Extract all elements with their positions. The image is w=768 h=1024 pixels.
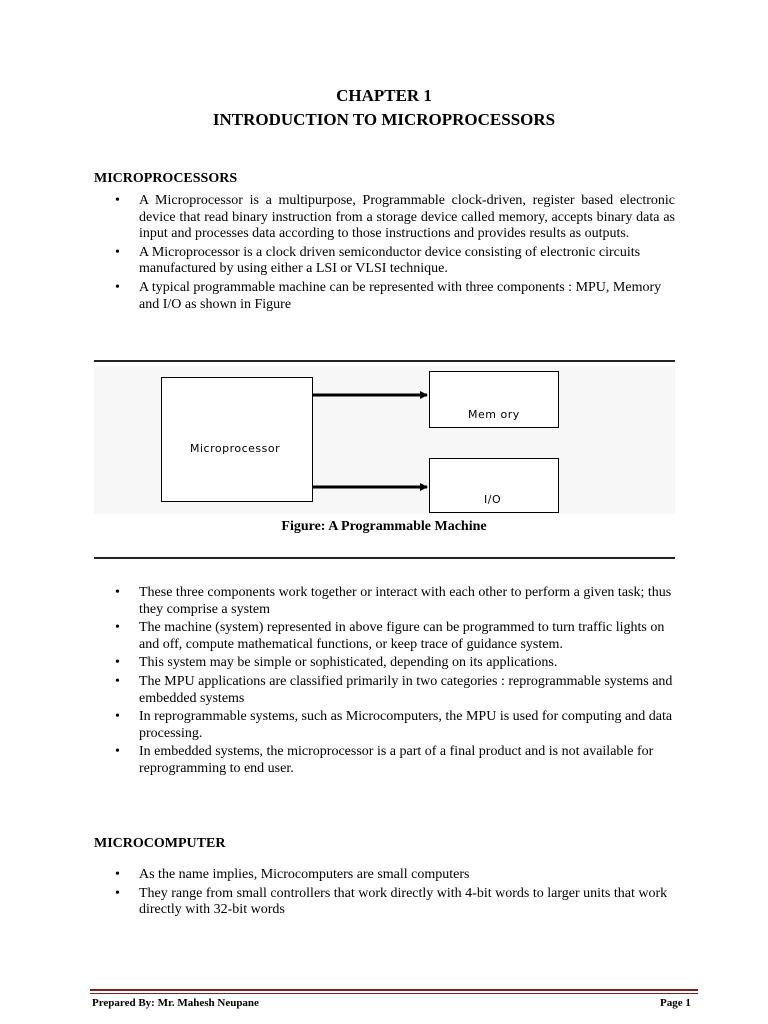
- figure-caption: Figure: A Programmable Machine: [281, 519, 487, 534]
- microprocessor-label: Microprocessor: [190, 442, 281, 455]
- list-item: • A Microprocessor is a clock driven semiconductor device consisting of electronic circuits manufactured by using either a LSI or VLSI technique.: [94, 245, 675, 278]
- list-item: • A typical programmable machine can be represented with three components : MPU, Memory and I/O as shown in Figure: [94, 280, 675, 313]
- list-item: • In reprogrammable systems, such as Microcomputers, the MPU is used for computing and data processing.: [94, 709, 675, 742]
- memory-label: Mem ory: [468, 408, 520, 421]
- list-item: • A Microprocessor is a multipurpose, Programmable clock-driven, register based electronic device that read binary instruction from a storage device called memory, accepts binary data as input and processes data according to those instructions and provides results as outputs.: [94, 193, 675, 243]
- memory-block: [429, 371, 559, 428]
- footer-rule-thin: [90, 993, 698, 994]
- microcomputer-bullet-list: [94, 867, 675, 921]
- list-item: • The machine (system) represented in above figure can be programmed to turn traffic lights on and off, compute mathematical functions, or keep trace of guidance system.: [94, 620, 675, 653]
- list-item: • This system may be simple or sophisticated, depending on its applications.: [94, 655, 675, 672]
- list-item: • They range from small controllers that work directly with 4-bit words to larger units that work directly with 32-bit words: [94, 886, 675, 919]
- programmable-machine-figure: [94, 366, 675, 514]
- list-item: • These three components work together or interact with each other to perform a given task; thus they comprise a system: [94, 585, 675, 618]
- list-item: • As the name implies, Microcomputers are small computers: [94, 867, 675, 884]
- list-item: • In embedded systems, the microprocessor is a part of a final product and is not available for reprogramming to end user.: [94, 744, 675, 777]
- footer-author: Prepared By: Mr. Mahesh Neupane: [92, 997, 259, 1009]
- figure-bottom-rule: [94, 557, 675, 559]
- chapter-number: CHAPTER 1: [336, 86, 432, 105]
- io-label: I/O: [484, 493, 502, 506]
- system-bullet-list: [94, 585, 675, 780]
- microprocessor-block: [161, 377, 313, 502]
- microprocessor-bullet-list: [94, 193, 675, 315]
- io-block: [429, 458, 559, 513]
- list-item: • The MPU applications are classified primarily in two categories : reprogrammable systems and embedded systems: [94, 674, 675, 707]
- section-heading-microcomputer: MICROCOMPUTER: [94, 836, 226, 851]
- figure-top-rule: [94, 360, 675, 362]
- page-number: Page 1: [660, 997, 691, 1009]
- section-heading-microprocessors: MICROPROCESSORS: [94, 171, 238, 186]
- chapter-title: INTRODUCTION TO MICROPROCESSORS: [212, 110, 556, 129]
- footer-rule: [90, 989, 698, 991]
